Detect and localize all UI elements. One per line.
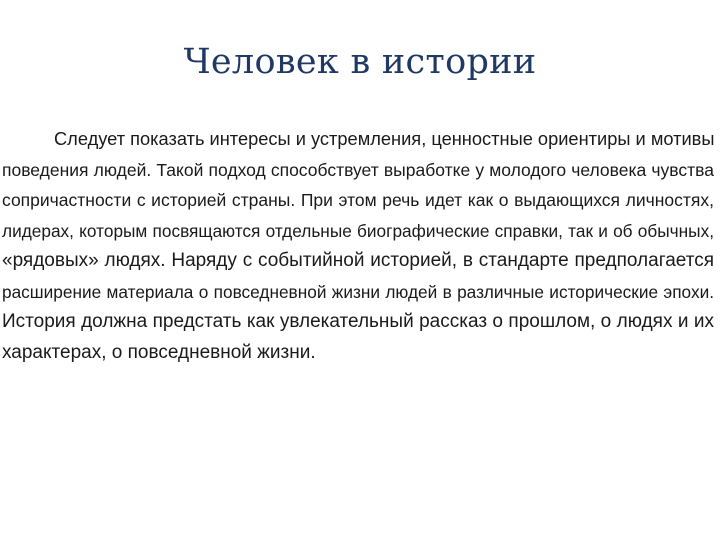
paragraph-line: поведения людей. Такой подход способствует выработке у молодого человека чувства	[2, 159, 714, 180]
paragraph-line: расширение материала о повседневной жизни людей в различные исторические эпохи.	[2, 281, 714, 302]
paragraph-line: Следует показать интересы и устремления, ценностные ориентиры и мотивы	[54, 128, 714, 149]
body-paragraph	[2, 124, 714, 368]
paragraph-line: лидерах, которым посвящаются отдельные биографические справки, так и об обычных,	[2, 220, 714, 241]
paragraph-line: История должна предстать как увлекательный рассказ о прошлом, о людях и их	[2, 311, 714, 332]
slide-title: Человек в истории	[183, 42, 537, 82]
paragraph-line: сопричастности с историей страны. При этом речь идет как о выдающихся личностях,	[2, 190, 714, 210]
paragraph-line: «рядовых» людях. Наряду с событийной историей, в стандарте предполагается	[2, 250, 714, 271]
paragraph-line: характерах, о повседневной жизни.	[2, 341, 316, 363]
